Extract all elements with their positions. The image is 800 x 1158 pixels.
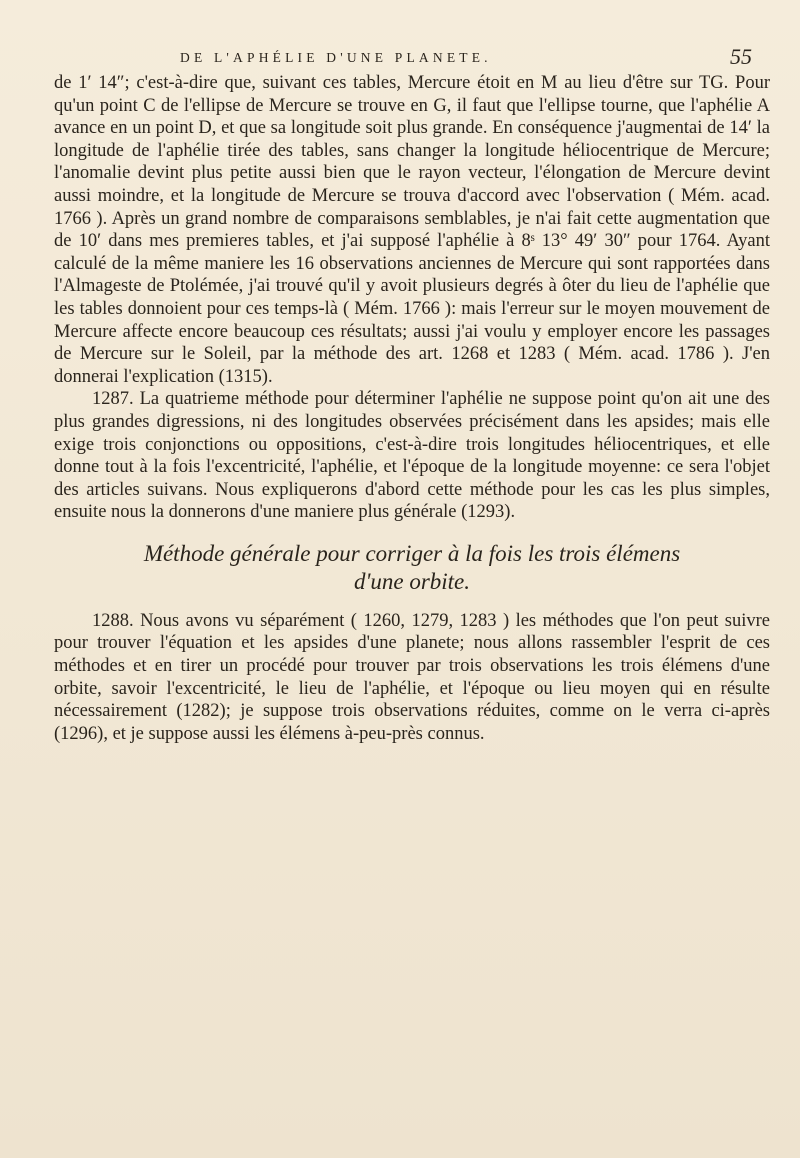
paragraph-1288: 1288. Nous avons vu séparément ( 1260, 1279, 1283 ) les méthodes que l'on peut suivre pour trouver l'équation et les apsides d'une planete; nous allons rassembler l'esprit de ces méthodes et en tirer un procédé pour trouver par trois observations les trois élémens d'une orbite, savoir l'excentricité, le lieu de l'aphélie, et l'époque ou lieu moyen qui en résulte nécessairement (1282); je suppose trois observations réduites, comme on le verra ci-après (1296), et je suppose aussi les élémens à-peu-près connus. xyxy=(54,610,770,744)
paragraph-1287: 1287. La quatrieme méthode pour déterminer l'aphélie ne suppose point qu'on ait une des plus grandes digressions, ni des longitudes observées précisément dans les apsides; mais elle exige trois conjonctions ou oppositions, c'est-à-dire trois longitudes héliocentriques, et elle donne tout à la fois l'excentricité, l'aphélie, et l'époque de la longitude moyenne: ce sera l'objet des articles suivans. Nous expliquerons d'abord cette méthode pour les cas les plus simples, ensuite nous la donnerons d'une maniere plus générale (1293). xyxy=(54,389,770,523)
running-title: DE L'APHÉLIE D'UNE PLANETE. xyxy=(180,50,492,65)
paragraph-continuation: de 1′ 14″; c'est-à-dire que, suivant ces tables, Mercure étoit en M au lieu d'être sur TG. Pour qu'un point C de l'ellipse de Mercure se trouve en G, il faut que l'ellipse tourne, que l'aphélie A avance en un point D, et que sa longitude soit plus grande. En conséquence j'augmentai de 14′ la longitude de l'aphélie tirée des tables, sans changer la longitude héliocentrique de Mercure; l'anomalie devint plus petite aussi bien que le rayon vecteur, l'élongation de Mercure devint aussi moindre, et la longitude de Mercure se trouva d'accord avec l'observation ( Mém. acad. 1766 ). Après un grand nombre de comparaisons semblables, je n'ai fait cette augmentation que de 10′ dans mes premieres tables, et j'ai supposé l'aphélie à 8ˢ 13° 49′ 30″ pour 1764. Ayant calculé de la même maniere les 16 observations anciennes de Mercure qui sont rapportées dans l'Almageste de Ptolémée, j'ai trouvé qu'il y avoit plusieurs degrés à ôter du lieu de l'aphélie que les tables donnoient pour ces temps-là ( Mém. 1766 ): mais l'erreur sur le moyen mouvement de Mercure affecte encore beaucoup ces résultats; aussi j'ai voulu y employer encore les passages de Mercure sur le Soleil, par la méthode des art. 1268 et 1283 ( Mém. acad. 1786 ). J'en donnerai l'explication (1315). xyxy=(54,73,770,387)
main-text xyxy=(54,72,770,745)
section-title-line-2: d'une orbite. xyxy=(353,568,471,594)
section-title xyxy=(54,540,770,596)
page-number: 55 xyxy=(730,44,752,69)
section-title-line-1: Méthode générale pour corriger à la fois les trois élémens xyxy=(143,540,681,566)
